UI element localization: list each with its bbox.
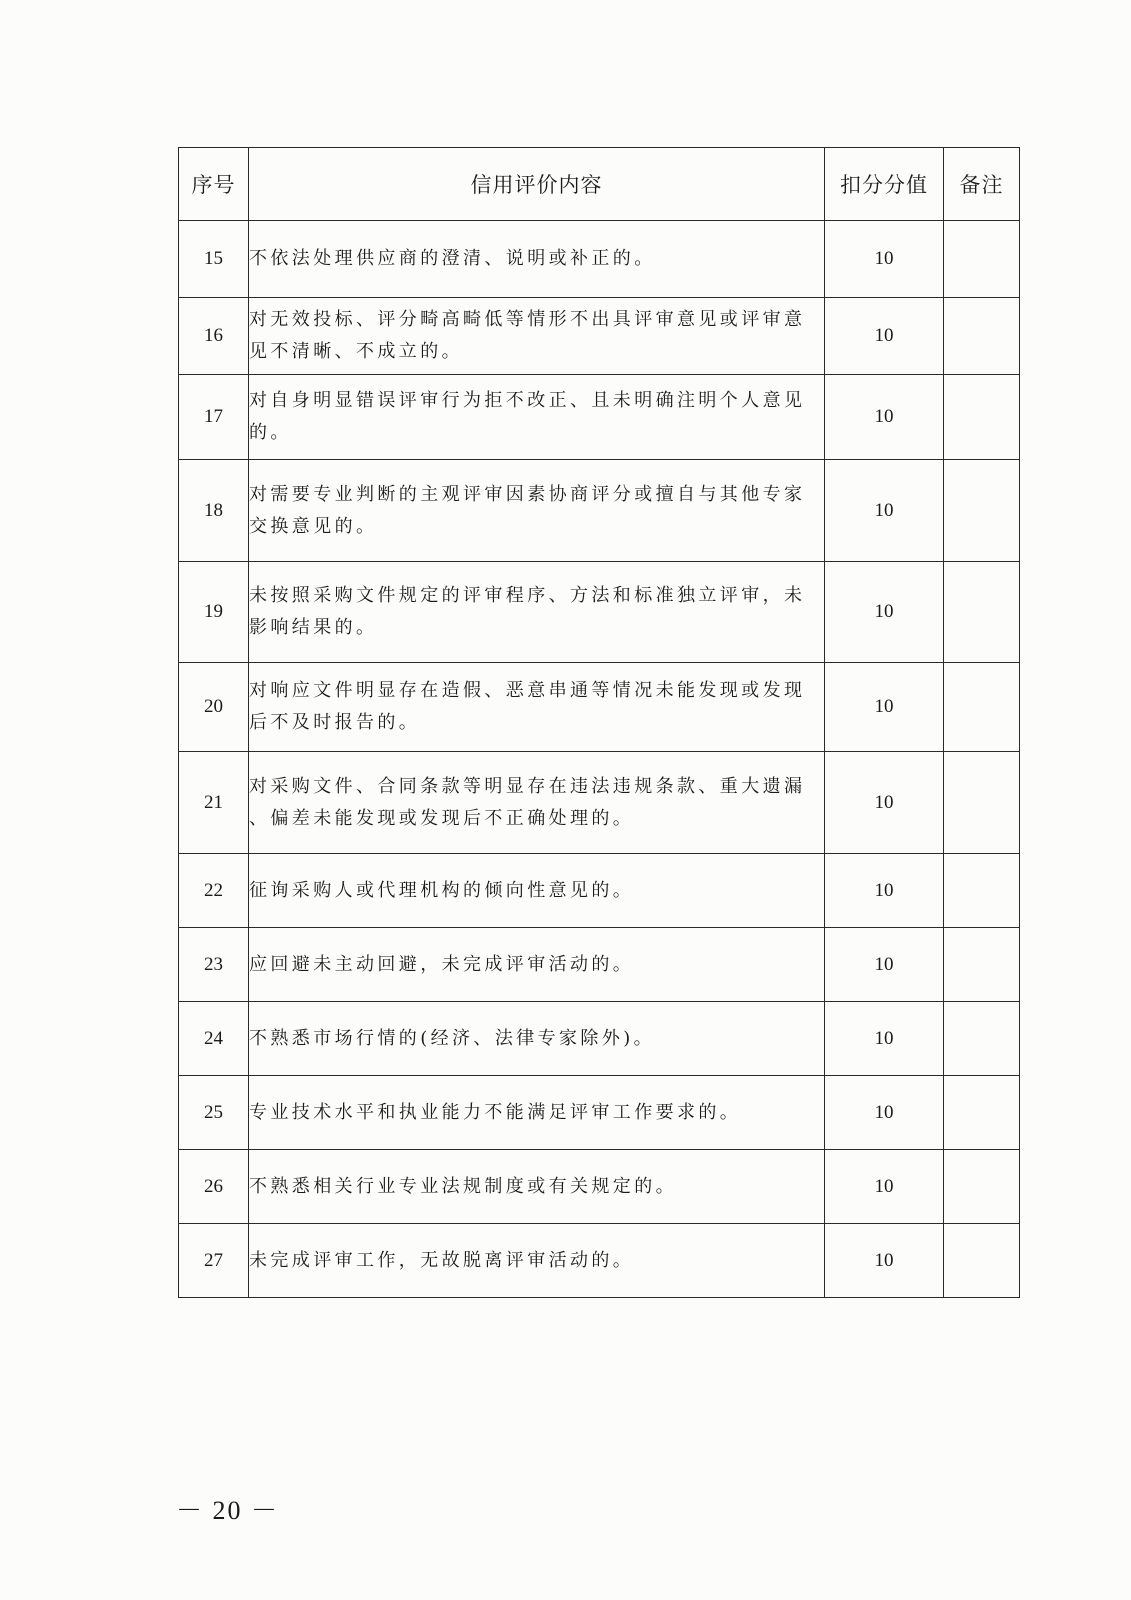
row-number: 22 [179,854,249,928]
table-row [179,663,1020,752]
row-number: 15 [179,221,249,298]
row-content: 对采购文件、合同条款等明显存在违法违规条款、重大遗漏 、偏差未能发现或发现后不正确处理的。 [249,752,825,854]
table-row [179,221,1020,298]
row-remark [944,460,1020,562]
table-row [179,1150,1020,1224]
row-number: 24 [179,1002,249,1076]
row-remark [944,562,1020,663]
row-content: 征询采购人或代理机构的倾向性意见的。 [249,854,825,928]
row-score: 10 [825,298,944,375]
row-number: 21 [179,752,249,854]
row-number: 20 [179,663,249,752]
row-score: 10 [825,375,944,460]
row-score: 10 [825,562,944,663]
row-remark [944,1002,1020,1076]
row-remark [944,1224,1020,1298]
row-score: 10 [825,663,944,752]
table-row [179,375,1020,460]
row-remark [944,1150,1020,1224]
row-remark [944,221,1020,298]
row-content: 对需要专业判断的主观评审因素协商评分或擅自与其他专家交换意见的。 [249,460,825,562]
header-remark: 备注 [944,148,1020,221]
row-score: 10 [825,1002,944,1076]
row-remark [944,928,1020,1002]
table-row [179,1002,1020,1076]
row-content: 专业技术水平和执业能力不能满足评审工作要求的。 [249,1076,825,1150]
page-number: － 20 － [176,1496,280,1525]
row-number: 18 [179,460,249,562]
row-content: 对无效投标、评分畸高畸低等情形不出具评审意见或评审意见不清晰、不成立的。 [249,298,825,375]
header-score: 扣分分值 [825,148,944,221]
table-row [179,854,1020,928]
row-number: 16 [179,298,249,375]
row-number: 26 [179,1150,249,1224]
row-remark [944,375,1020,460]
row-score: 10 [825,928,944,1002]
table-row [179,928,1020,1002]
row-remark [944,752,1020,854]
row-content: 对响应文件明显存在造假、恶意串通等情况未能发现或发现后不及时报告的。 [249,663,825,752]
table-header-row [179,148,1020,221]
row-remark [944,663,1020,752]
row-content: 未完成评审工作，无故脱离评审活动的。 [249,1224,825,1298]
table-row [179,1224,1020,1298]
row-score: 10 [825,221,944,298]
row-content: 应回避未主动回避，未完成评审活动的。 [249,928,825,1002]
table-row [179,1076,1020,1150]
row-content: 不依法处理供应商的澄清、说明或补正的。 [249,221,825,298]
table-row [179,460,1020,562]
row-content: 不熟悉相关行业专业法规制度或有关规定的。 [249,1150,825,1224]
row-number: 23 [179,928,249,1002]
row-number: 17 [179,375,249,460]
row-remark [944,854,1020,928]
row-content: 未按照采购文件规定的评审程序、方法和标准独立评审，未影响结果的。 [249,562,825,663]
row-content: 不熟悉市场行情的(经济、法律专家除外)。 [249,1002,825,1076]
header-content: 信用评价内容 [249,148,825,221]
row-score: 10 [825,854,944,928]
row-score: 10 [825,1150,944,1224]
credit-evaluation-table [178,147,1020,1298]
row-number: 25 [179,1076,249,1150]
row-remark [944,1076,1020,1150]
table-row [179,752,1020,854]
row-content: 对自身明显错误评审行为拒不改正、且未明确注明个人意见的。 [249,375,825,460]
row-number: 27 [179,1224,249,1298]
row-score: 10 [825,1076,944,1150]
row-score: 10 [825,1224,944,1298]
row-score: 10 [825,752,944,854]
table-row [179,298,1020,375]
row-number: 19 [179,562,249,663]
table-row [179,562,1020,663]
row-remark [944,298,1020,375]
row-score: 10 [825,460,944,562]
header-number: 序号 [179,148,249,221]
